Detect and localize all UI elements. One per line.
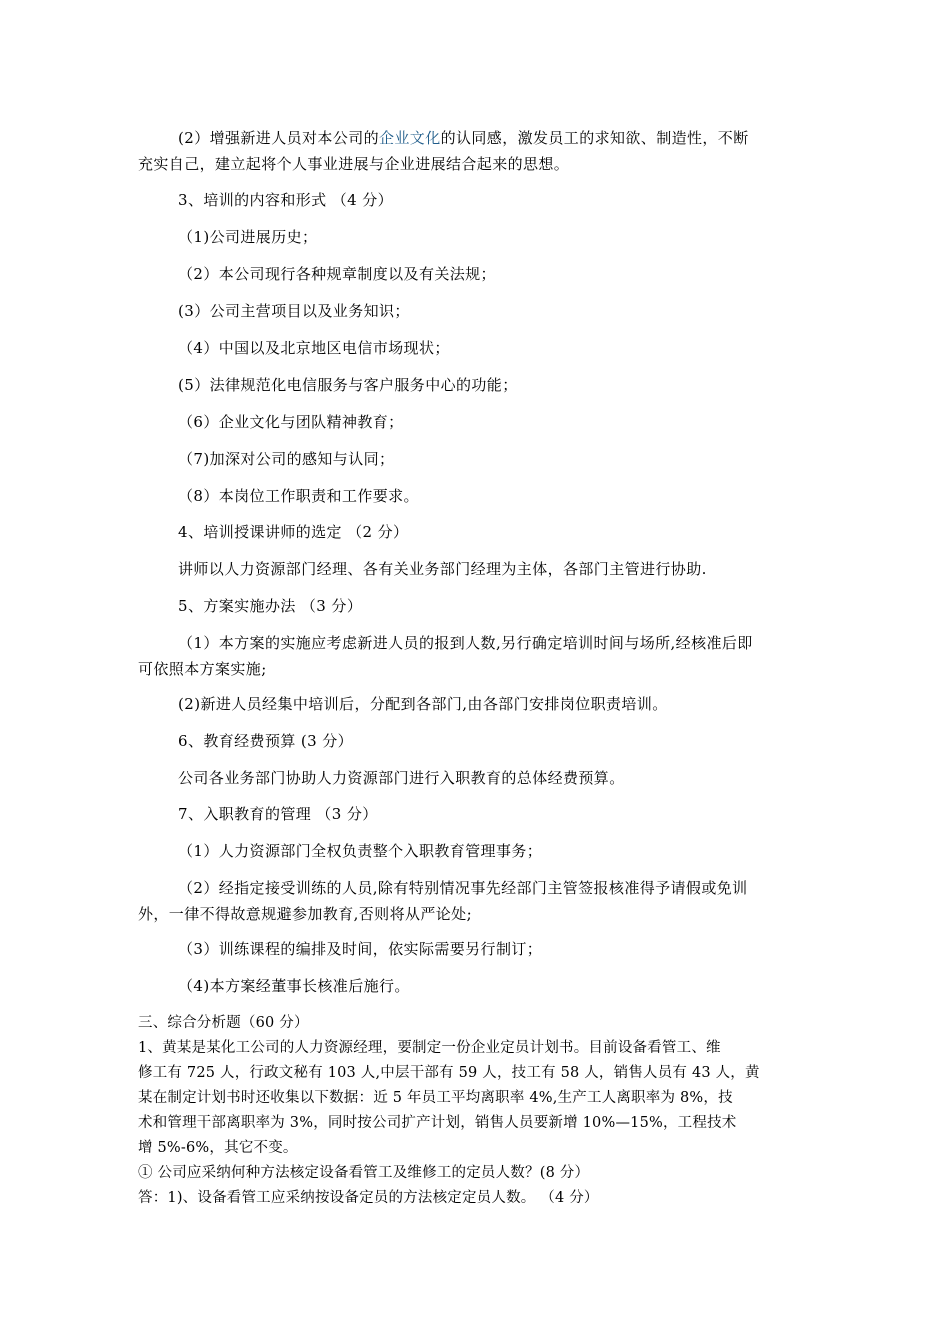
list-item: （6）企业文化与团队精神教育； bbox=[178, 413, 404, 431]
section-4-heading: 4、培训授课讲师的选定 （2 分） bbox=[178, 523, 409, 541]
paragraph-2-line-2: 充实自己，建立起将个人事业进展与企业进展结合起来的思想。 bbox=[138, 155, 570, 173]
answer-1: 答：1)、设备看管工应采纳按设备定员的方法核定定员人数。 （4 分） bbox=[138, 1190, 599, 1206]
section-7-heading: 7、入职教育的管理 （3 分） bbox=[178, 805, 378, 823]
question-1-line: 增 5%-6%，其它不变。 bbox=[138, 1140, 298, 1156]
text: 的认同感，激发员工的求知欲、制造性，不断 bbox=[440, 129, 749, 147]
section-7-item-2-line-2: 外，一律不得故意规避参加教育,否则将从严论处; bbox=[138, 905, 473, 923]
part-3-heading: 三、综合分析题（60 分） bbox=[138, 1015, 309, 1031]
paragraph-2-line-1 bbox=[178, 127, 749, 149]
question-1-line: 修工有 725 人，行政文秘有 103 人,中层干部有 59 人，技工有 58 人，销售人员有 43 人，黄 bbox=[138, 1065, 760, 1081]
section-7-item-2-line-1: （2）经指定接受训练的人员,除有特别情况事先经部门主管签报核准得予请假或免训 bbox=[178, 879, 748, 897]
question-1-line: 1、黄某是某化工公司的人力资源经理，要制定一份企业定员计划书。目前设备看管工、维 bbox=[138, 1040, 721, 1056]
question-1-line: 术和管理干部离职率为 3%，同时按公司扩产计划，销售人员要新增 10%—15%，工程技术 bbox=[138, 1115, 737, 1131]
section-6-text: 公司各业务部门协助人力资源部门进行入职教育的总体经费预算。 bbox=[178, 769, 625, 787]
list-item: (5）法律规范化电信服务与客户服务中心的功能； bbox=[178, 376, 518, 394]
list-item: （4）中国以及北京地区电信市场现状； bbox=[178, 339, 450, 357]
text: (2）增强新进人员对本公司的 bbox=[178, 129, 379, 147]
section-7-item-4: （4)本方案经董事长核准后施行。 bbox=[178, 977, 410, 995]
section-6-heading: 6、教育经费预算 (3 分） bbox=[178, 732, 354, 750]
section-5-heading: 5、方案实施办法 （3 分） bbox=[178, 597, 363, 615]
question-1-line: 某在制定计划书时还收集以下数据：近 5 年员工平均离职率 4%,生产工人离职率为 8%，技 bbox=[138, 1090, 733, 1106]
section-4-text: 讲师以人力资源部门经理、各有关业务部门经理为主体，各部门主管进行协助. bbox=[178, 560, 707, 578]
section-5-item-2: (2)新进人员经集中培训后，分配到各部门,由各部门安排岗位职责培训。 bbox=[178, 695, 668, 713]
section-7-item-3: （3）训练课程的编排及时间，依实际需要另行制订； bbox=[178, 940, 543, 958]
list-item: （7)加深对公司的感知与认同； bbox=[178, 450, 395, 468]
sub-question-1: ① 公司应采纳何种方法核定设备看管工及维修工的定员人数？(8 分） bbox=[138, 1165, 590, 1181]
corporate-culture-link[interactable]: 企业文化 bbox=[379, 129, 441, 147]
list-item: （8）本岗位工作职责和工作要求。 bbox=[178, 487, 419, 505]
list-item: (3）公司主营项目以及业务知识； bbox=[178, 302, 410, 320]
list-item: （2）本公司现行各种规章制度以及有关法规； bbox=[178, 265, 496, 283]
section-5-item-1-line-1: （1）本方案的实施应考虑新进人员的报到人数,另行确定培训时间与场所,经核准后即 bbox=[178, 634, 753, 652]
section-7-item-1: （1）人力资源部门全权负责整个入职教育管理事务； bbox=[178, 842, 543, 860]
list-item: （1)公司进展历史； bbox=[178, 228, 318, 246]
section-3-heading: 3、培训的内容和形式 （4 分） bbox=[178, 191, 394, 209]
section-5-item-1-line-2: 可依照本方案实施; bbox=[138, 660, 267, 678]
